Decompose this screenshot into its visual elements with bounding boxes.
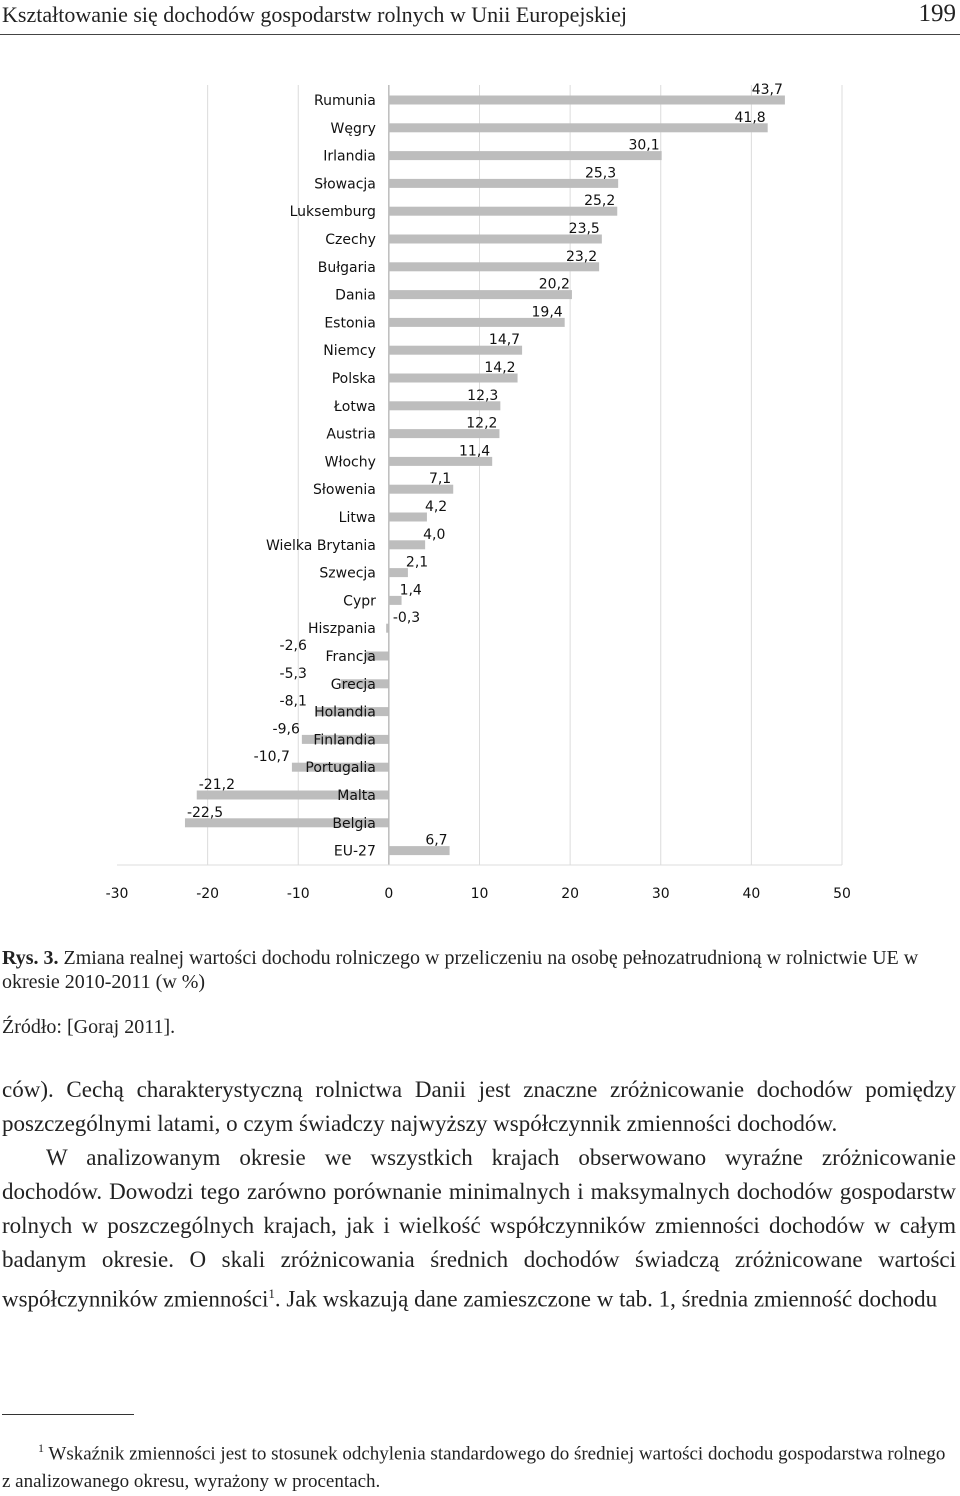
value-label: 25,2 — [584, 193, 616, 210]
paragraph-2-continuation: . Jak wskazują dane zamieszczone w tab. 1, średnia zmienność dochodu — [274, 1286, 938, 1312]
figure-label: Rys. 3. — [2, 947, 59, 969]
value-label: -2,6 — [279, 638, 307, 654]
value-label: 2,1 — [405, 554, 429, 571]
figure-caption — [2, 946, 952, 994]
category-label: Cypr — [343, 593, 376, 610]
footnote-reference: 1 — [268, 1286, 275, 1301]
x-tick-label: 20 — [561, 886, 580, 902]
category-label: Czechy — [325, 232, 376, 248]
bar — [389, 179, 618, 188]
category-label: Holandia — [314, 704, 376, 721]
bar — [389, 207, 617, 216]
category-label: Wielka Brytania — [266, 537, 376, 554]
running-title: Kształtowanie się dochodów gospodarstw rolnych w Unii Europejskiej — [2, 2, 628, 27]
x-tick-label: -10 — [286, 886, 310, 902]
value-label: 12,2 — [466, 415, 498, 432]
value-label: -22,5 — [186, 804, 224, 821]
bar — [389, 540, 425, 549]
chart-gridlines — [117, 85, 842, 865]
category-label: Rumunia — [314, 93, 376, 109]
category-label: Szwecja — [319, 565, 376, 582]
category-label: Słowacja — [314, 176, 376, 193]
bar — [386, 624, 389, 633]
footnote-divider — [2, 1414, 134, 1415]
x-tick-label: -20 — [196, 886, 220, 902]
category-label: Włochy — [324, 454, 376, 471]
value-label: -10,7 — [253, 749, 290, 766]
value-label: 20,2 — [538, 276, 570, 293]
value-label: 14,7 — [488, 332, 521, 349]
paragraph-1: ców). Cechą charakterystyczną rolnictwa Danii jest znaczne zróżnicowanie dochodów pomiędzy poszczególnymi latami, o czym świadczy najwyższy współczynnik zmienności dochodów. — [2, 1077, 956, 1136]
running-header — [0, 0, 960, 35]
category-label: Słowenia — [313, 482, 376, 499]
paragraph-2-text: W analizowanym okresie we wszystkich krajach obserwowano wyraźne zróżnicowanie dochodów. Dowodzi tego zarówno porównanie minimalnych i maksymalnych dochodów gospodarstw rolnych w poszczególnych krajach, jak i wielkość współczynników zmienności dochodów w całym badanym okresie. O skali zróżnicowania średnich dochodów świadczą zróżnicowane wartości współczynników zmienności — [2, 1145, 956, 1312]
value-label: 12,3 — [467, 387, 499, 404]
bar — [389, 96, 785, 105]
value-label: 14,2 — [484, 360, 516, 376]
value-label: 30,1 — [628, 137, 660, 154]
figure-caption-text: Zmiana realnej wartości dochodu rolniczego w przeliczeniu na osobę pełnozatrudnioną w rolnictwie UE w okresie 2010-2011 (w %) — [2, 947, 919, 993]
value-label: 1,4 — [399, 582, 422, 599]
value-label: 7,1 — [428, 471, 452, 488]
value-label: 23,2 — [565, 248, 598, 265]
value-label: 41,8 — [734, 109, 766, 126]
x-tick-label: -30 — [105, 886, 129, 902]
footnote-number: 1 — [38, 1441, 44, 1455]
paragraph-2 — [2, 1141, 956, 1317]
category-label: Niemcy — [323, 343, 376, 360]
category-label: Francja — [325, 649, 376, 665]
value-label: 43,7 — [751, 82, 783, 98]
category-label: EU-27 — [333, 843, 376, 860]
value-label: 23,5 — [568, 221, 600, 237]
figure-source: Źródło: [Goraj 2011]. — [2, 1016, 176, 1038]
value-label: 4,0 — [423, 526, 446, 543]
category-label: Estonia — [324, 315, 376, 332]
value-label: -9,6 — [272, 721, 300, 738]
x-tick-label: 50 — [833, 886, 851, 902]
category-label: Łotwa — [333, 398, 376, 415]
body-text — [2, 1073, 956, 1317]
chart-bars — [185, 96, 785, 856]
value-label: -8,1 — [279, 693, 307, 710]
category-label: Litwa — [338, 510, 376, 526]
bar — [389, 151, 662, 160]
category-label: Portugalia — [305, 760, 376, 777]
income-change-bar-chart — [0, 80, 960, 910]
value-label: 4,2 — [424, 499, 448, 515]
category-label: Irlandia — [323, 148, 376, 165]
category-label: Finlandia — [313, 732, 376, 749]
footnote-text: Wskaźnik zmienności jest to stosunek odchylenia standardowego do średniej wartości dochodu gospodarstwa rolnego z analizowanego okresu, wyrażony w procentach. — [2, 1443, 946, 1493]
x-tick-label: 40 — [742, 886, 761, 902]
x-tick-label: 10 — [470, 886, 489, 902]
bar — [389, 513, 427, 522]
value-label: 25,3 — [584, 165, 617, 182]
page-number: 199 — [918, 0, 956, 27]
category-label: Węgry — [330, 120, 376, 137]
x-tick-label: 30 — [651, 886, 670, 902]
category-label: Dania — [335, 287, 376, 304]
value-label: -0,3 — [392, 610, 421, 627]
value-label: -21,2 — [198, 777, 235, 793]
category-label: Malta — [337, 788, 376, 804]
x-tick-label: 0 — [384, 886, 394, 902]
bar — [389, 123, 768, 132]
category-label: Belgia — [332, 815, 376, 832]
chart-x-axis — [106, 886, 851, 902]
chart-labels — [187, 82, 783, 860]
category-label: Hiszpania — [308, 621, 376, 638]
value-label: 19,4 — [531, 304, 563, 321]
value-label: -5,3 — [279, 665, 307, 682]
category-label: Polska — [331, 371, 376, 387]
value-label: 11,4 — [459, 443, 491, 460]
value-label: 6,7 — [425, 832, 448, 849]
footnote — [2, 1434, 956, 1496]
category-label: Austria — [326, 426, 376, 443]
category-label: Luksemburg — [289, 204, 376, 221]
category-label: Grecja — [330, 676, 376, 693]
category-label: Bułgaria — [317, 259, 376, 276]
